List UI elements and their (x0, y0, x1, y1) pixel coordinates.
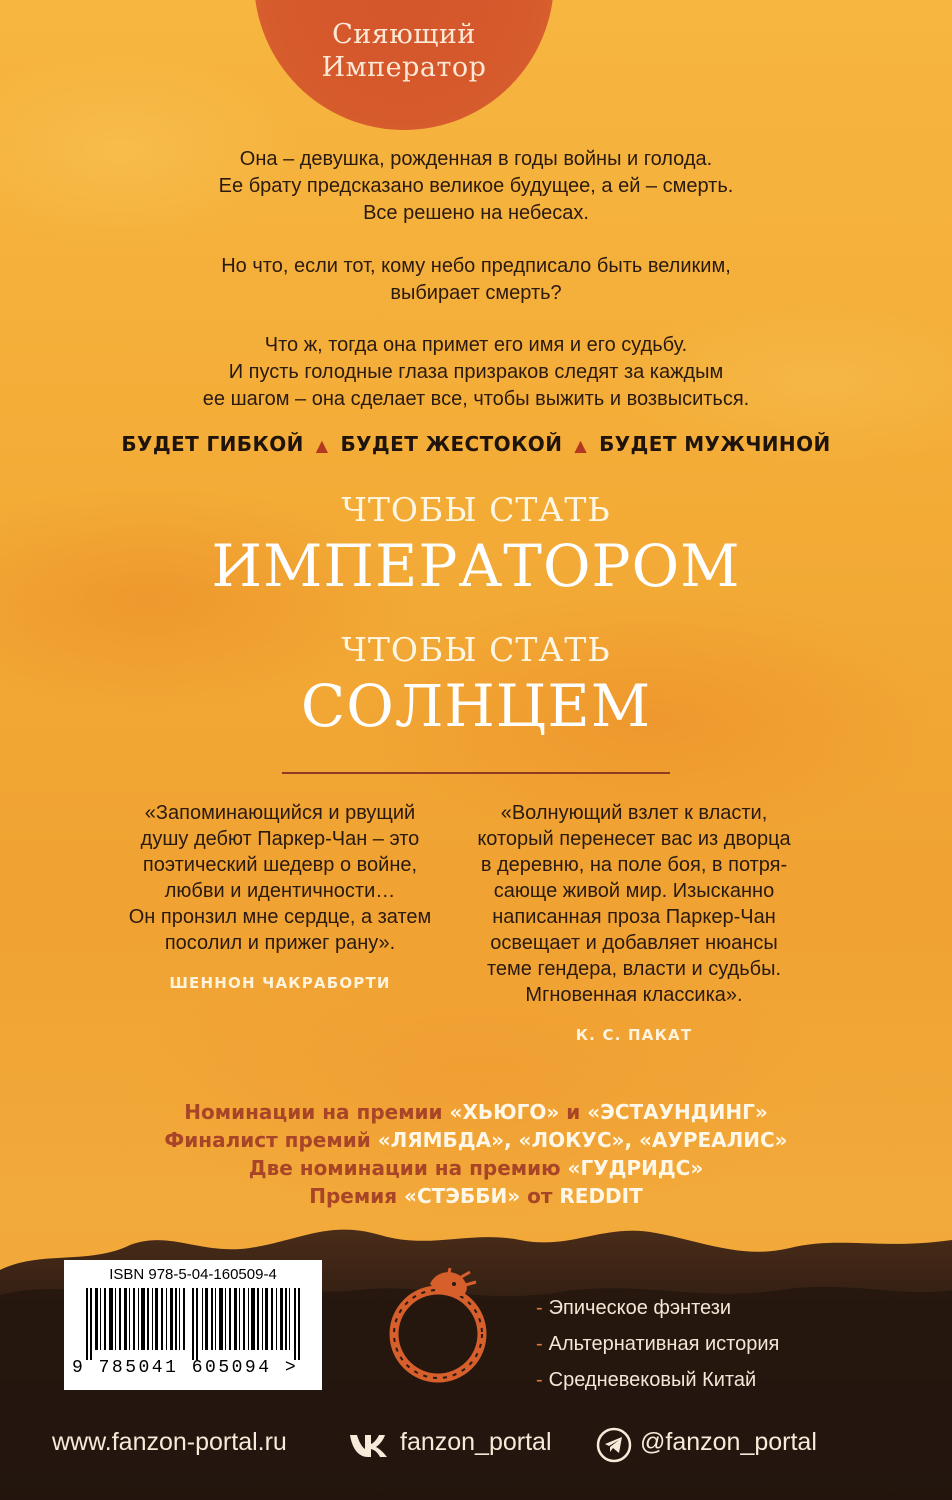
website-link[interactable]: www.fanzon-portal.ru (52, 1428, 287, 1456)
slogan-line-1-small: ЧТОБЫ СТАТЬ (341, 490, 611, 529)
quote-author: ШЕННОН ЧАКРАБОРТИ (169, 974, 391, 992)
award-text: и (559, 1100, 588, 1124)
triangle-separator-icon: ▲ (574, 436, 588, 455)
footer-links (0, 1424, 952, 1464)
blurb-line: Что ж, тогда она примет его имя и его судьбу. (264, 334, 688, 356)
genre-text: Эпическое фэнтези (548, 1297, 732, 1319)
genre-text: Альтернативная история (548, 1333, 780, 1355)
award-text: от (520, 1184, 560, 1208)
ean-digits: 9 785041 605094 > (72, 1358, 299, 1378)
blurb-line: Ее брату предсказано великое будущее, а ей – смерть. (218, 175, 734, 197)
blurb-line: выбирает смерть? (390, 282, 562, 304)
award-text: Финалист премий (164, 1128, 378, 1152)
quote-line: написанная проза Паркер-Чан (492, 906, 776, 928)
ouroboros-dragon-icon (378, 1266, 500, 1392)
award-line (0, 1154, 952, 1182)
award-highlight: REDDIT (559, 1184, 643, 1208)
award-highlight: «ЛЯМБДА», «ЛОКУС», «АУРЕАЛИС» (377, 1128, 788, 1152)
slogan-line-1-big: ИМПЕРАТОРОМ (211, 532, 741, 600)
quote-line: в деревню, на поле боя, в потря- (480, 854, 788, 876)
quote-author: К. С. ПАКАТ (575, 1026, 693, 1044)
trait-text: БУДЕТ ЖЕСТОКОЙ (340, 432, 563, 456)
quote-line: «Запоминающийся и рвущий (144, 802, 416, 824)
vk-handle[interactable]: fanzon_portal (400, 1428, 552, 1456)
blurb-line: ее шагом – она сделает все, чтобы выжить и возвыситься. (202, 388, 750, 410)
award-line (0, 1182, 952, 1210)
quote-line: «Волнующий взлет к власти, (500, 802, 768, 824)
blurb-line: Она – девушка, рожденная в годы войны и голода. (239, 148, 713, 170)
book-title (254, 18, 554, 84)
awards-list (0, 1098, 952, 1210)
traits-row (0, 432, 952, 456)
telegram-icon[interactable] (596, 1427, 632, 1463)
quote-right (464, 800, 804, 1048)
triangle-separator-icon: ▲ (315, 436, 329, 455)
award-highlight: «ХЬЮГО» (449, 1100, 560, 1124)
blurb-paragraph-3 (0, 332, 952, 413)
award-text: Две номинации на премию (248, 1156, 568, 1180)
trait-text: БУДЕТ ГИБКОЙ (121, 432, 304, 456)
quote-line: освещает и добавляет нюансы (490, 932, 778, 954)
quote-line: сающе живой мир. Изысканно (493, 880, 775, 902)
blurb-paragraph-2 (0, 253, 952, 307)
award-text: Номинации на премии (184, 1100, 450, 1124)
blurb-line: И пусть голодные глаза призраков следят за каждым (228, 361, 724, 383)
barcode-icon (86, 1288, 306, 1360)
book-title-line-1: Сияющий (332, 19, 476, 50)
award-line (0, 1126, 952, 1154)
telegram-handle[interactable]: @fanzon_portal (640, 1428, 817, 1456)
book-title-line-2: Император (321, 52, 487, 83)
blurb-line: Все решено на небесах. (363, 202, 589, 224)
genre-list (536, 1290, 779, 1398)
quote-line: поэтический шедевр о войне, (142, 854, 418, 876)
blurb-paragraph-1 (0, 146, 952, 227)
award-highlight: «ЭСТАУНДИНГ» (587, 1100, 768, 1124)
award-highlight: «СТЭББИ» (404, 1184, 521, 1208)
quote-line: любви и идентичности… (164, 880, 396, 902)
isbn-text: ISBN 978-5-04-160509-4 (109, 1266, 277, 1283)
vk-icon[interactable] (348, 1432, 394, 1458)
quote-line: теме гендера, власти и судьбы. (486, 958, 782, 980)
blurb-line: Но что, если тот, кому небо предписало быть великим, (221, 255, 731, 277)
divider-line (282, 772, 670, 774)
award-line (0, 1098, 952, 1126)
quote-line: душу дебют Паркер-Чан – это (140, 828, 420, 850)
genre-item: - Эпическое фэнтези (536, 1297, 732, 1319)
slogan-line-2-big: СОЛНЦЕМ (300, 672, 652, 740)
quote-line: Мгновенная классика». (525, 984, 743, 1006)
award-text: Премия (309, 1184, 405, 1208)
barcode-box (64, 1260, 322, 1390)
genre-text: Средневековый Китай (548, 1369, 757, 1391)
quote-line: который перенесет вас из дворца (477, 828, 791, 850)
quote-line: Он пронзил мне сердце, а затем (128, 906, 432, 928)
award-highlight: «ГУДРИДС» (567, 1156, 704, 1180)
slogan-line-2-small: ЧТОБЫ СТАТЬ (341, 630, 611, 669)
genre-item: - Средневековый Китай (536, 1369, 757, 1391)
genre-item: - Альтернативная история (536, 1333, 780, 1355)
quote-left (120, 800, 440, 996)
trait-text: БУДЕТ МУЖЧИНОЙ (599, 432, 831, 456)
quote-line: посолил и прижег рану». (164, 932, 396, 954)
